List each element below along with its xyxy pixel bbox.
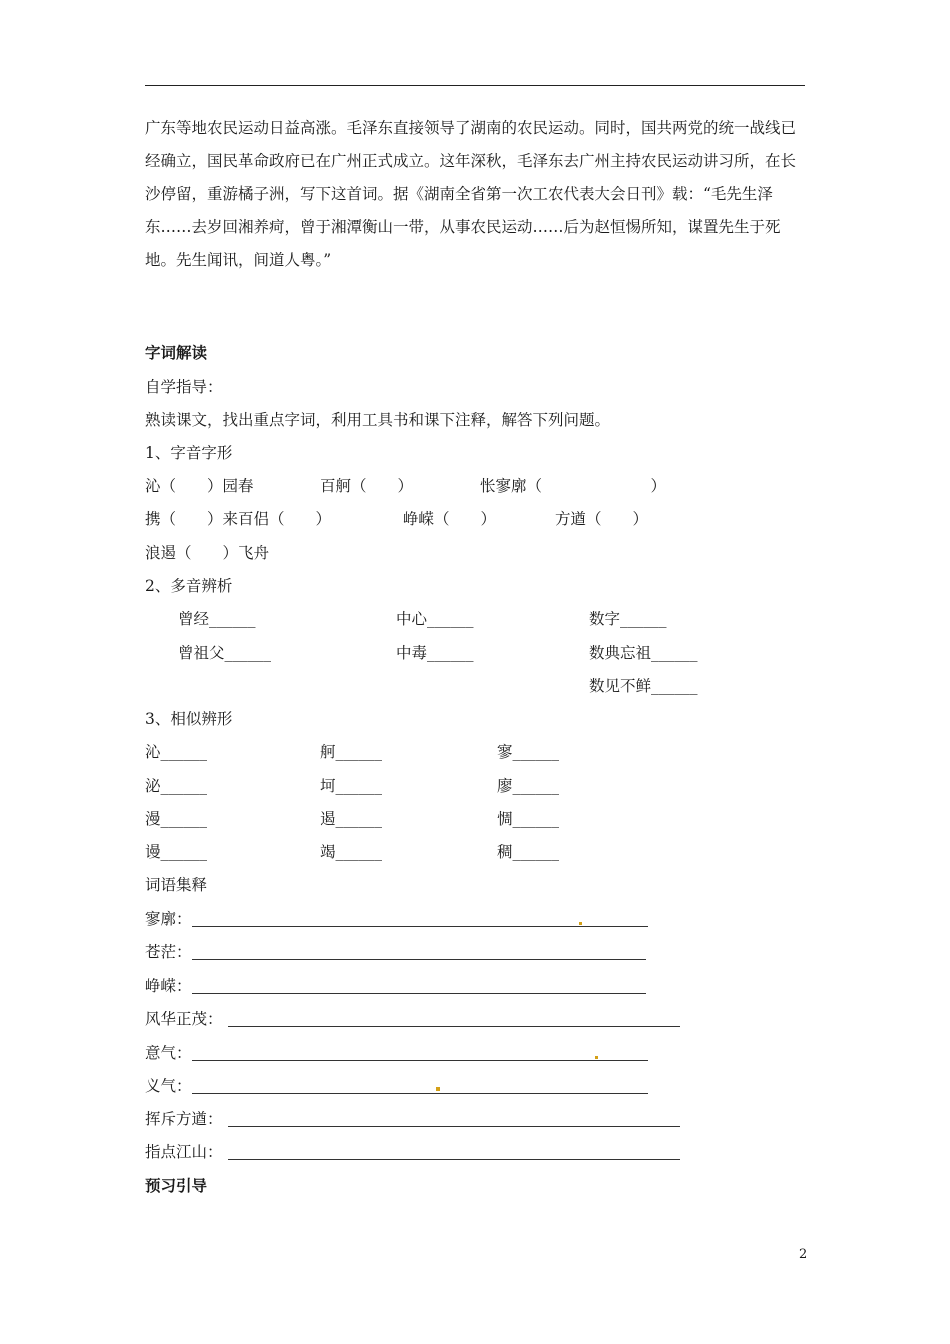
q3-item: 寥______ [497, 743, 560, 761]
q1-item: 浪遏（ ）飞舟 [145, 544, 270, 562]
glossary-term: 寥廓： [145, 910, 192, 928]
q2-item: 中毒______ [396, 644, 474, 662]
glossary-term: 指点江山： [145, 1143, 223, 1161]
highlight-mark [436, 1087, 440, 1091]
q3-item: 遏______ [320, 810, 383, 828]
self-study-label: 自学指导： [145, 378, 223, 396]
header-rule [145, 85, 805, 86]
answer-line [192, 1093, 648, 1094]
instruction-text: 熟读课文，找出重点字词，利用工具书和课下注释，解答下列问题。 [145, 411, 611, 429]
highlight-mark [579, 922, 582, 925]
q2-item: 中心______ [396, 610, 474, 628]
answer-line [192, 959, 646, 960]
q1-item: 怅寥廓（ ） [480, 477, 667, 495]
section-heading-preview: 预习引导 [145, 1176, 208, 1195]
q3-item: 舸______ [320, 743, 383, 761]
q3-item: 坷______ [320, 777, 383, 795]
q1-item: 携（ ）来百侣（ ） [145, 510, 332, 528]
q2-item: 数字______ [589, 610, 667, 628]
background-paragraph [145, 112, 810, 277]
q2-item: 曾经______ [178, 610, 256, 628]
glossary-term: 风华正茂： [145, 1010, 223, 1028]
q1-item: 方遒（ ） [555, 510, 649, 528]
q3-title: 3、相似辨形 [145, 710, 233, 728]
q2-item: 曾祖父______ [178, 644, 272, 662]
answer-line [192, 926, 648, 927]
q3-item: 廖______ [497, 777, 560, 795]
intro-text: 广东等地农民运动日益高涨。毛泽东直接领导了湖南的农民运动。同时，国共两党的统一战线已经确立，国民革命政府已在广州正式成立。这年深秋，毛泽东去广州主持农民运动讲习所，在长沙停留，重游橘子洲，写下这首词。据《湖南全省第一次工农代表大会日刊》载：“毛先生泽东……去岁回湘养疴，曾于湘潭衡山一带，从事农民运动……后为赵恒惕所知，谋置先生于死地。先生闻讯，间道人粤。” [145, 119, 797, 269]
q1-item: 峥嵘（ ） [403, 510, 497, 528]
q2-title: 2、多音辨析 [145, 577, 233, 595]
glossary-title: 词语集释 [145, 876, 208, 894]
answer-line [192, 1060, 648, 1061]
q2-item: 数典忘祖______ [589, 644, 698, 662]
q3-item: 竭______ [320, 843, 383, 861]
q3-item: 稠______ [497, 843, 560, 861]
glossary-term: 苍茫： [145, 943, 192, 961]
glossary-term: 义气： [145, 1077, 192, 1095]
q1-item: 沁（ ）园春 [145, 477, 254, 495]
q1-item: 百舸（ ） [320, 477, 414, 495]
highlight-mark [595, 1056, 598, 1059]
q3-item: 漫______ [145, 810, 208, 828]
page-number: 2 [799, 1247, 808, 1262]
answer-line [192, 993, 646, 994]
answer-line [228, 1026, 680, 1027]
q3-item: 沁______ [145, 743, 208, 761]
section-heading-word: 字词解读 [145, 343, 208, 362]
answer-line [228, 1159, 680, 1160]
q3-item: 惆______ [497, 810, 560, 828]
q2-item: 数见不鲜______ [589, 677, 698, 695]
q3-item: 谩______ [145, 843, 208, 861]
glossary-term: 峥嵘： [145, 977, 192, 995]
q3-item: 泌______ [145, 777, 208, 795]
glossary-term: 挥斥方遒： [145, 1110, 223, 1128]
q1-title: 1、字音字形 [145, 444, 233, 462]
answer-line [228, 1126, 680, 1127]
glossary-term: 意气： [145, 1044, 192, 1062]
